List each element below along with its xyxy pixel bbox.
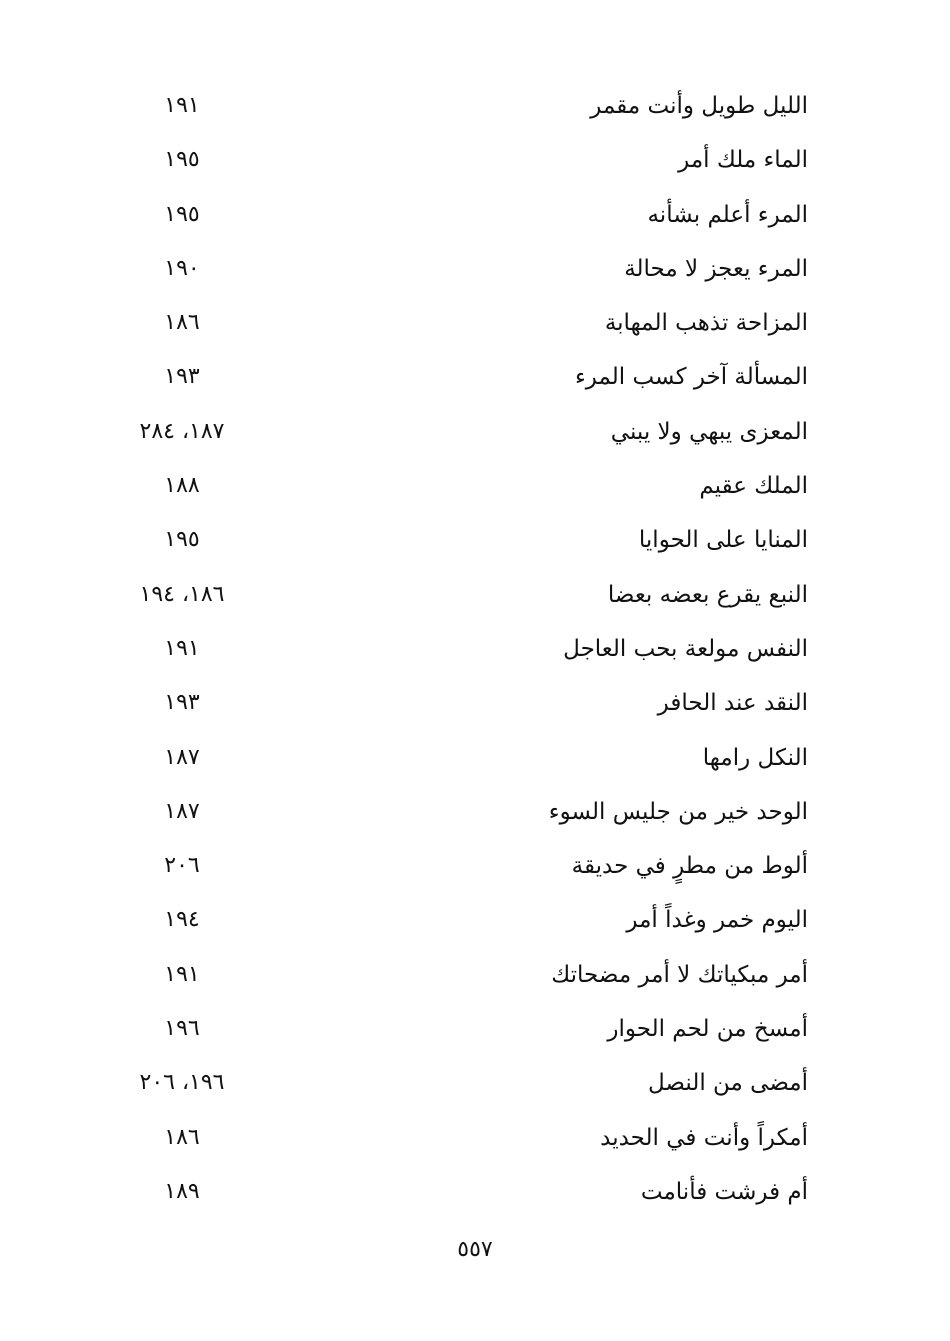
entry-text: الملك عقيم [699,473,808,500]
entry-page-refs: ١٨٧ [164,798,200,824]
entry-text: المعزى يبهي ولا يبني [610,418,808,445]
entry-text: أمكراً وأنت في الحديد [600,1124,808,1151]
entry-page-refs: ١٩١ [164,635,200,661]
index-entry [0,730,950,784]
entry-page-refs: ١٨٦، ١٩٤ [139,581,225,607]
entry-page-refs: ١٨٧ [164,744,200,770]
entry-text: المرء يعجز لا محالة [624,255,808,282]
index-entry [0,784,950,838]
index-entry [0,458,950,512]
entry-text: المزاحة تذهب المهابة [604,310,808,337]
entry-page-refs: ١٩٣ [164,364,200,390]
index-entry [0,187,950,241]
index-entry [0,838,950,892]
entry-text: المنايا على الحوايا [638,527,808,554]
index-entry [0,1055,950,1109]
entry-text: النقد عند الحافر [657,690,808,717]
page-number: ٥٥٧ [457,1237,493,1262]
entry-text: النكل رامها [702,744,808,771]
entry-text: الليل طويل وأنت مقمر [590,93,808,119]
entry-page-refs: ١٩٥ [164,527,200,553]
index-entry [0,1164,950,1218]
entry-page-refs: ١٨٧، ٢٨٤ [139,418,225,444]
index-entry [0,512,950,566]
entry-page-refs: ١٩٠ [164,255,200,281]
entry-page-refs: ١٨٦ [164,1124,200,1150]
entry-text: المسألة آخر كسب المرء [574,364,808,391]
entry-page-refs: ١٨٩ [164,1178,200,1204]
entry-page-refs: ١٨٨ [164,473,200,499]
entry-page-refs: ١٩٣ [164,690,200,716]
entry-text: أمر مبكياتك لا أمر مضحاتك [551,961,808,988]
entry-page-refs: ١٩١ [164,961,200,987]
entry-text: المرء أعلم بشأنه [647,201,808,228]
entry-page-refs: ١٩٦، ٢٠٦ [139,1070,225,1096]
index-entry [0,295,950,349]
index-entry [0,1110,950,1164]
entry-text: أم فرشت فأنامت [640,1178,808,1205]
index-entry [0,621,950,675]
index-entry [0,349,950,403]
entry-text: الماء ملك أمر [678,147,808,174]
entry-text: الوحد خير من جليس السوء [548,798,808,825]
entry-page-refs: ١٩٥ [164,201,200,227]
index-entry [0,675,950,729]
entry-text: النبع يقرع بعضه بعضا [607,581,808,608]
entry-text: النفس مولعة بحب العاجل [563,635,808,662]
entry-text: ألوط من مطرٍ في حديقة [571,853,808,880]
entry-text: أمسخ من لحم الحوار [607,1016,808,1043]
entry-text: أمضى من النصل [648,1070,808,1097]
entry-page-refs: ٢٠٦ [164,853,200,879]
index-entry [0,241,950,295]
index-entry [0,947,950,1001]
proverb-index-list [0,78,950,1218]
entry-page-refs: ١٩٦ [164,1016,200,1042]
index-entry [0,567,950,621]
index-entry [0,132,950,186]
entry-page-refs: ١٨٦ [164,310,200,336]
entry-page-refs: ١٩١ [164,93,200,118]
index-entry [0,78,950,132]
index-entry [0,404,950,458]
index-entry [0,892,950,946]
entry-page-refs: ١٩٥ [164,147,200,173]
entry-page-refs: ١٩٤ [164,907,200,933]
index-entry [0,1001,950,1055]
entry-text: اليوم خمر وغداً أمر [626,907,808,934]
